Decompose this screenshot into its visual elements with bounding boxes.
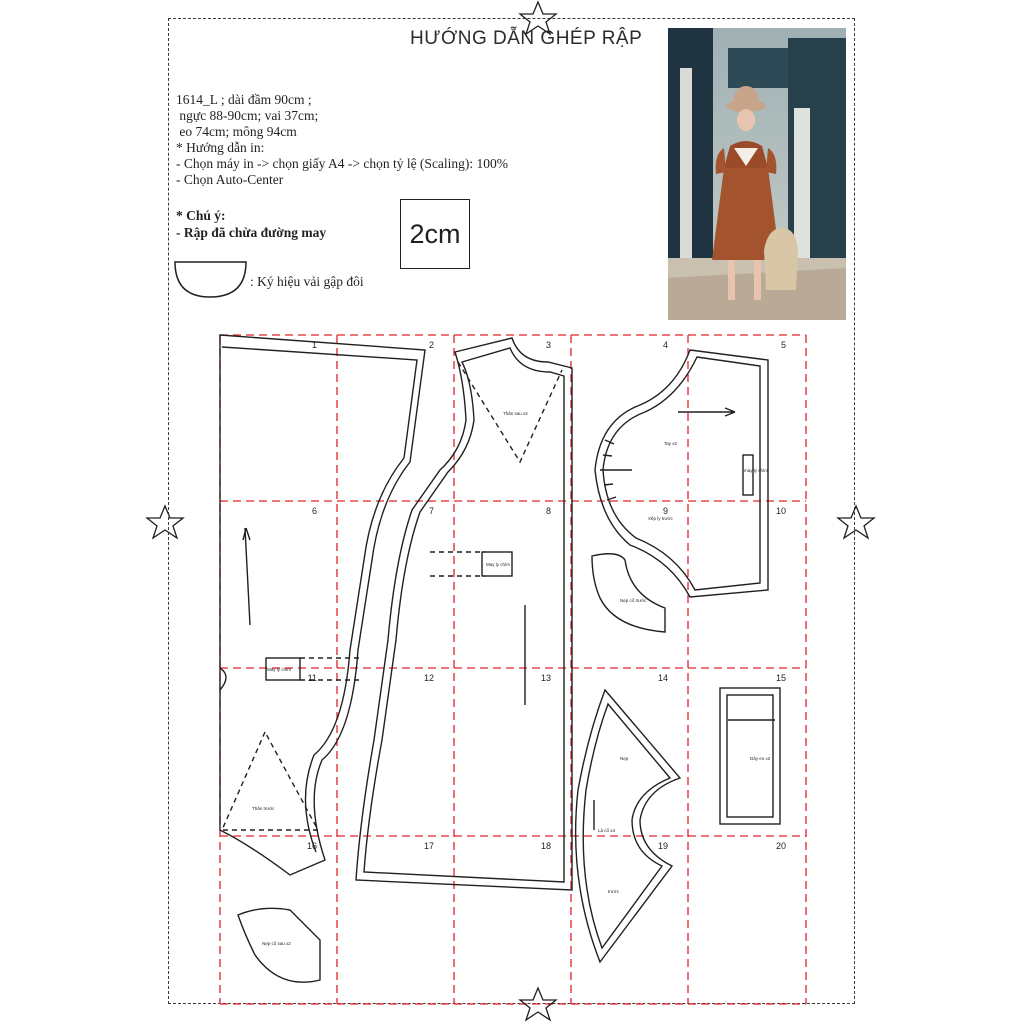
front-body-piece bbox=[356, 338, 572, 890]
back-facing-piece bbox=[592, 554, 665, 632]
front-dart bbox=[222, 732, 318, 830]
cell-number: 5 bbox=[780, 340, 786, 350]
cell-number: 20 bbox=[775, 841, 786, 851]
page-title: HƯỚNG DẪN GHÉP RẬP bbox=[410, 28, 643, 49]
sleeve-piece bbox=[595, 350, 768, 597]
cell-number: 8 bbox=[545, 506, 551, 516]
cell-number: 3 bbox=[545, 340, 551, 350]
note-body: - Rập đã chừa đường may bbox=[176, 225, 327, 240]
collar-inner bbox=[583, 704, 670, 948]
piece-label: trước bbox=[608, 889, 619, 894]
piece-label: Lá cổ x4 bbox=[598, 828, 616, 833]
cell-number: 10 bbox=[775, 506, 786, 516]
piece-label: Tay x2 bbox=[664, 441, 678, 446]
cell-number: 2 bbox=[428, 340, 434, 350]
cell-number: 14 bbox=[657, 673, 668, 683]
sleeve-pleat-box bbox=[743, 455, 753, 495]
cell-number: 17 bbox=[423, 841, 434, 851]
back-body-piece bbox=[220, 335, 425, 875]
cell-number: 15 bbox=[775, 673, 786, 683]
piece-label: may ly chìm bbox=[744, 468, 769, 473]
info-line: - Chọn máy in -> chọn giấy A4 -> chọn tỷ lệ (Scaling): 100% bbox=[176, 156, 509, 171]
info-line: 1614_L ; dài đầm 90cm ; bbox=[176, 92, 312, 107]
info-line: ngực 88-90cm; vai 37cm; bbox=[176, 108, 319, 123]
pattern-pieces bbox=[220, 335, 780, 982]
grainline bbox=[243, 528, 250, 625]
cell-number: 18 bbox=[540, 841, 551, 851]
page-grid bbox=[220, 335, 806, 1004]
note-title: * Chú ý: bbox=[176, 208, 226, 223]
back-body-inner bbox=[222, 347, 417, 852]
piece-label: Dây eo x2 bbox=[750, 756, 771, 761]
grainline bbox=[678, 408, 735, 416]
info-line: - Chọn Auto-Center bbox=[176, 172, 284, 187]
cell-number: 13 bbox=[540, 673, 551, 683]
cell-number: 11 bbox=[307, 673, 317, 683]
info-line: eo 74cm; mông 94cm bbox=[176, 124, 297, 139]
piece-label: Nẹp cổ sau x2 bbox=[262, 941, 291, 946]
collar-piece bbox=[576, 690, 680, 962]
piece-label: Thân trước bbox=[252, 806, 275, 811]
cell-number: 1 bbox=[311, 340, 317, 350]
scale-label: 2cm bbox=[409, 218, 461, 249]
cell-number: 6 bbox=[311, 506, 317, 516]
cell-number: 12 bbox=[423, 673, 434, 683]
cell-number: 7 bbox=[428, 506, 434, 516]
star-icon bbox=[147, 506, 183, 538]
sleeve-ticks bbox=[600, 440, 632, 500]
cell-number: 4 bbox=[662, 340, 668, 350]
piece-label: May ly chìm bbox=[267, 667, 292, 672]
piece-label: Nẹp cổ trước bbox=[620, 598, 647, 603]
piece-label: Xếp ly trước bbox=[648, 516, 673, 521]
piece-labels bbox=[252, 411, 771, 946]
star-icon bbox=[520, 2, 556, 34]
piece-label: Thân sau x2 bbox=[503, 411, 528, 416]
registration-marks bbox=[147, 2, 874, 1020]
cell-number: 19 bbox=[657, 841, 668, 851]
fold-legend-label: : Ký hiệu vải gập đôi bbox=[250, 274, 364, 289]
piece-label: May ly chìm bbox=[486, 562, 511, 567]
info-line: * Hướng dẫn in: bbox=[176, 140, 265, 155]
fold-mark bbox=[220, 668, 226, 690]
cell-number: 16 bbox=[306, 841, 317, 851]
piece-label: Nẹp bbox=[620, 756, 629, 761]
pleat-marker bbox=[430, 552, 485, 576]
sleeve-inner bbox=[603, 357, 760, 590]
cell-number: 9 bbox=[662, 506, 668, 516]
star-icon bbox=[838, 506, 874, 538]
